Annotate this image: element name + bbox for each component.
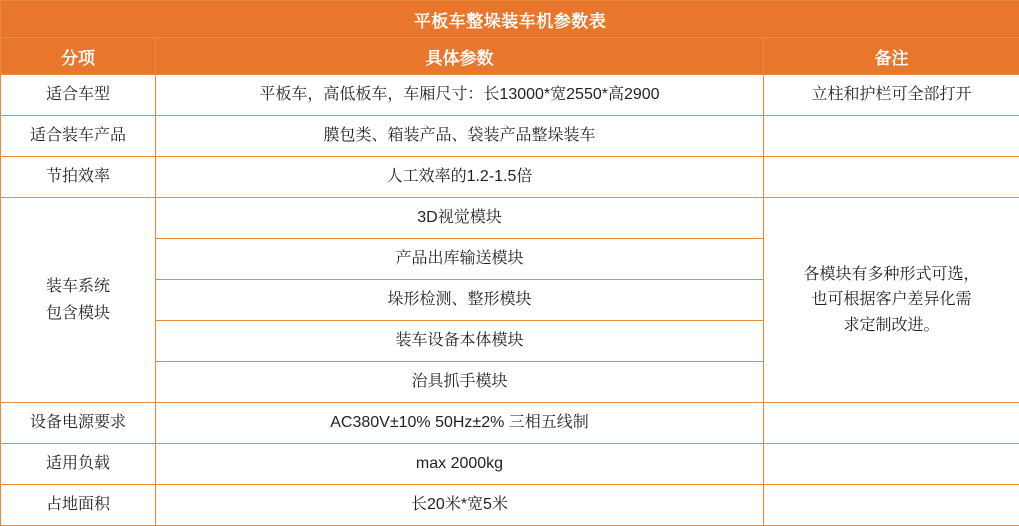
table-row <box>1 198 1019 239</box>
column-header-note: 备注 <box>764 38 1019 75</box>
column-header-item: 分项 <box>1 38 156 75</box>
row-value-cycle-efficiency: 人工效率的1.2-1.5倍 <box>156 157 764 198</box>
module-item-2: 产品出库输送模块 <box>156 239 764 280</box>
row-value-power-requirement: AC380V±10% 50Hz±2% 三相五线制 <box>156 403 764 444</box>
row-value-load: max 2000kg <box>156 444 764 485</box>
row-note-footprint <box>764 485 1019 526</box>
table-row <box>1 157 1019 198</box>
module-item-1: 3D视觉模块 <box>156 198 764 239</box>
row-label-power-requirement: 设备电源要求 <box>1 403 156 444</box>
row-label-vehicle-type: 适合车型 <box>1 75 156 116</box>
row-label-system-modules-line1: 装车系统 <box>1 273 155 300</box>
module-item-5: 治具抓手模块 <box>156 362 764 403</box>
row-value-product-type: 膜包类、箱装产品、袋装产品整垛装车 <box>156 116 764 157</box>
row-value-footprint: 长20米*宽5米 <box>156 485 764 526</box>
row-label-load: 适用负载 <box>1 444 156 485</box>
table-title-row <box>1 1 1019 38</box>
module-item-3: 垛形检测、整形模块 <box>156 280 764 321</box>
row-note-system-modules-line1: 各模块有多种形式可选， <box>764 262 1019 288</box>
table-row <box>1 444 1019 485</box>
row-value-vehicle-type: 平板车，高低板车，车厢尺寸：长13000*宽2550*高2900 <box>156 75 764 116</box>
row-note-product-type <box>764 116 1019 157</box>
row-note-load <box>764 444 1019 485</box>
row-note-cycle-efficiency <box>764 157 1019 198</box>
row-note-system-modules-line3: 求定制改进。 <box>764 313 1019 339</box>
column-header-param: 具体参数 <box>156 38 764 75</box>
row-label-system-modules <box>1 198 156 403</box>
page-title: 平板车整垛装车机参数表 <box>1 1 1019 38</box>
module-item-4: 装车设备本体模块 <box>156 321 764 362</box>
row-label-cycle-efficiency: 节拍效率 <box>1 157 156 198</box>
row-note-system-modules-line2: 也可根据客户差异化需 <box>764 287 1019 313</box>
row-label-system-modules-line2: 包含模块 <box>1 300 155 327</box>
table-row <box>1 75 1019 116</box>
table-row <box>1 403 1019 444</box>
row-note-power-requirement <box>764 403 1019 444</box>
row-label-footprint: 占地面积 <box>1 485 156 526</box>
table-header-row <box>1 38 1019 75</box>
table-row <box>1 116 1019 157</box>
row-note-system-modules <box>764 198 1019 403</box>
table-row <box>1 485 1019 526</box>
row-note-vehicle-type: 立柱和护栏可全部打开 <box>764 75 1019 116</box>
row-label-product-type: 适合装车产品 <box>1 116 156 157</box>
